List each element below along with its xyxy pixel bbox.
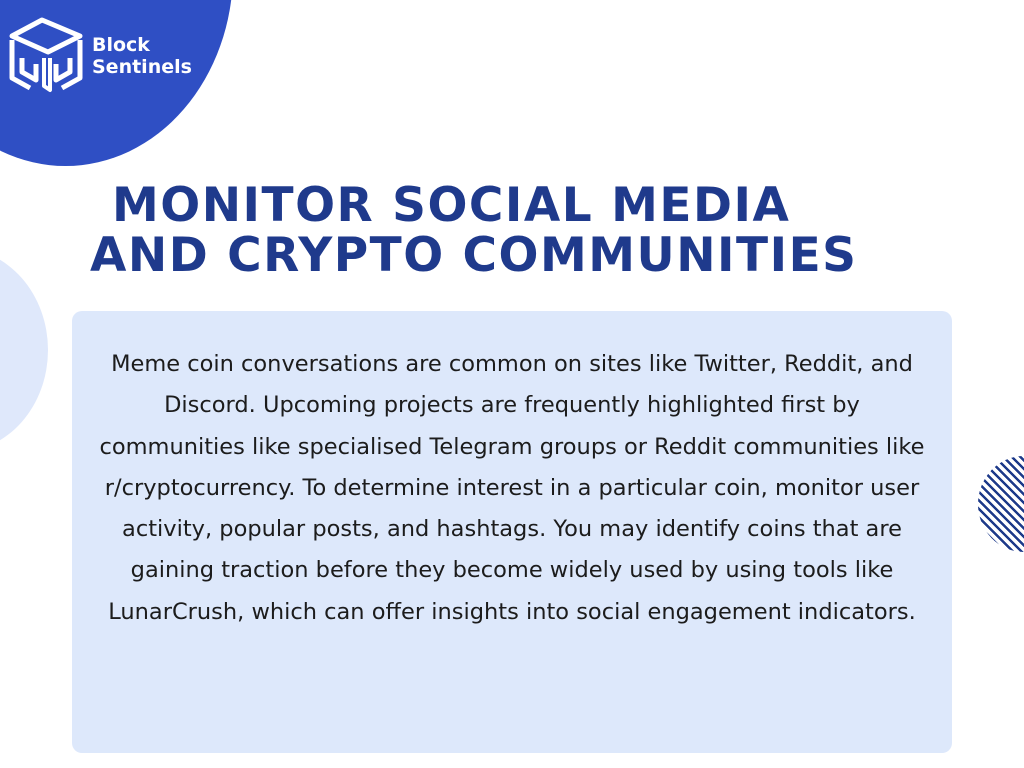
striped-decoration-circle xyxy=(978,456,1024,552)
content-card xyxy=(72,311,952,753)
left-decoration-circle xyxy=(0,248,48,452)
brand-logo xyxy=(6,14,226,104)
cube-logo-icon xyxy=(6,14,90,100)
brand-name-line2: Sentinels xyxy=(92,56,192,78)
page-title xyxy=(60,178,1000,283)
body-paragraph: Meme coin conversations are common on sites like Twitter, Reddit, and Discord. Upcoming projects are frequently highlighted first by communities like specialised Telegram groups or Reddit communities like r/cryptocurrency. To determine interest in a particular coin, monitor user activity, popular posts, and hashtags. You may identify coins that are gaining traction before they become widely used by using tools like LunarCrush, which can offer insights into social engagement indicators. xyxy=(99,351,925,625)
brand-name-line1: Block xyxy=(92,34,150,56)
page-title-line2: AND CRYPTO COMMUNITIES xyxy=(90,228,858,283)
page-title-line1: MONITOR SOCIAL MEDIA xyxy=(112,178,791,233)
brand-name xyxy=(92,34,192,78)
